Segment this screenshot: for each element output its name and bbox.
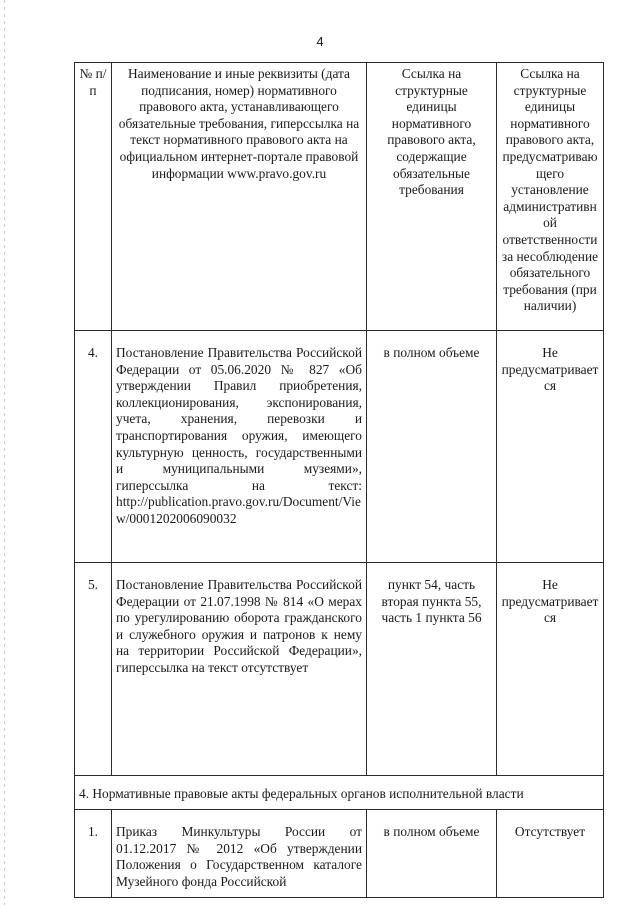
row-liability-units: Не предусматривается [497, 331, 604, 563]
page-number: 4 [316, 34, 324, 49]
row-name: Приказ Минкультуры России от 01.12.2017 № 2012 «Об утверждении Положения о Государственном каталоге Музейного фонда Российской [112, 810, 367, 898]
table-row [75, 563, 604, 776]
row-num: 4. [75, 331, 112, 563]
header-name: Наименование и иные реквизиты (дата подписания, номер) нормативного правового акта, устанавливающего обязательные требования, гиперссылка на текст нормативного правового акта на официальном интернет-портале правовой информации www.pravo.gov.ru [112, 63, 367, 331]
row-struct-units: в полном объеме [367, 810, 497, 898]
row-name: Постановление Правительства Российской Федерации от 05.06.2020 № 827 «Об утверждении Правил приобретения, коллекционирования, экспонирования, учета, хранения, перевозки и транспортирования оружия, имеющего культурную ценность, государственными и муниципальными музеями», гиперссылка на текст: http://publication.pravo.gov.ru/Document/View/0001202006090032 [112, 331, 367, 563]
row-struct-units: пункт 54, часть вторая пункта 55, часть 1 пункта 56 [367, 563, 497, 776]
table-row [75, 331, 604, 563]
table-header-row [75, 63, 604, 331]
section-heading-row [75, 776, 604, 810]
binding-edge-marks [4, 0, 5, 905]
header-num: № п/п [75, 63, 112, 331]
table-row [75, 810, 604, 898]
header-liability-units: Ссылка на структурные единицы нормативного правового акта, предусматривающего установление административной ответственности за несоблюдение обязательного требования (при наличии) [497, 63, 604, 331]
row-num: 5. [75, 563, 112, 776]
row-liability-units: Не предусматривается [497, 563, 604, 776]
header-struct-units: Ссылка на структурные единицы нормативного правового акта, содержащие обязательные требования [367, 63, 497, 331]
row-liability-units: Отсутствует [497, 810, 604, 898]
row-num: 1. [75, 810, 112, 898]
row-struct-units: в полном объеме [367, 331, 497, 563]
requirements-table [74, 62, 604, 898]
section-heading: 4. Нормативные правовые акты федеральных органов исполнительной власти [75, 776, 604, 810]
row-name: Постановление Правительства Российской Федерации от 21.07.1998 № 814 «О мерах по урегулированию оборота гражданского и служебного оружия и патронов к нему на территории Российской Федерации», гиперссылка на текст отсутствует [112, 563, 367, 776]
